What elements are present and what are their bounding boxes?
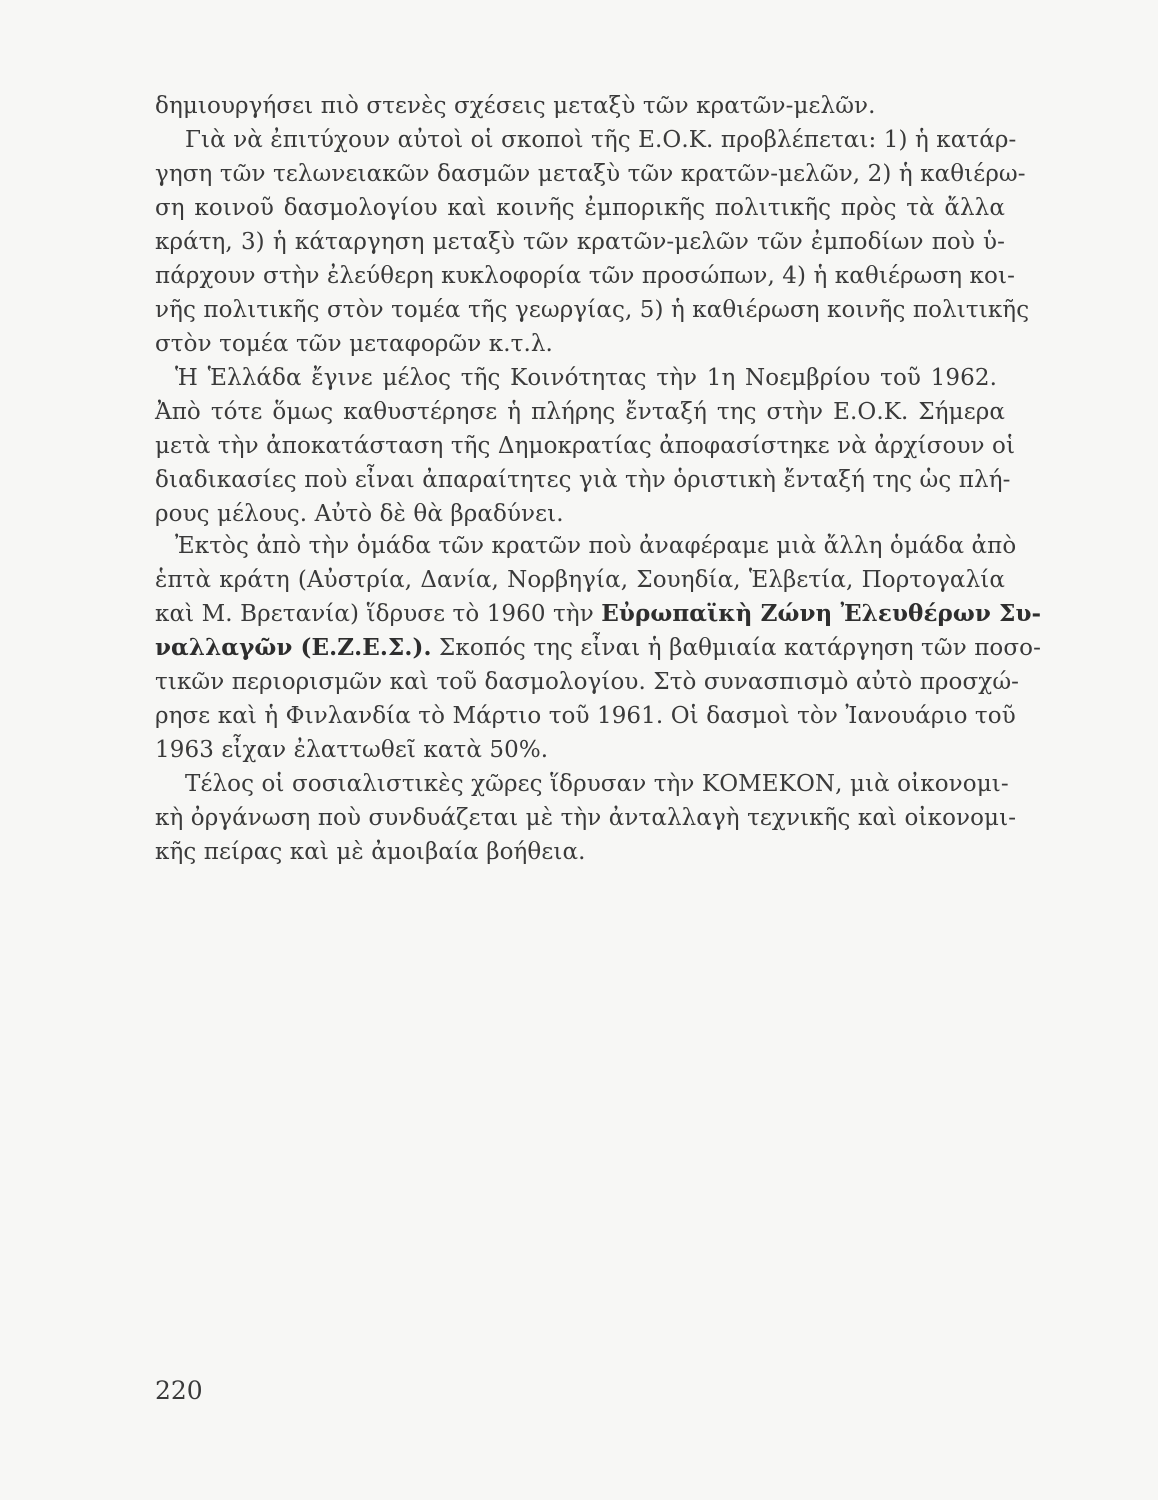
text-run: καὶ Μ. Βρετανία) ἵδρυσε τὸ 1960 τὴν: [155, 601, 602, 627]
text-line: γηση τῶν τελωνειακῶν δασμῶν μεταξὺ τῶν κρατῶν-μελῶν, 2) ἡ καθιέρω-: [155, 161, 1026, 187]
text-line: κὴ ὀργάνωση ποὺ συνδυάζεται μὲ τὴν ἀνταλλαγὴ τεχνικῆς καὶ οἰκονομι-: [155, 805, 1017, 831]
text-line: κῆς πείρας καὶ μὲ ἀμοιβαία βοήθεια.: [155, 839, 586, 865]
text-line: νῆς πολιτικῆς στὸν τομέα τῆς γεωργίας, 5) ἡ καθιέρωση κοινῆς πολιτικῆς: [155, 297, 1030, 323]
page-number: 220: [155, 1376, 203, 1405]
text-line: Ἐκτὸς ἀπὸ τὴν ὁμάδα τῶν κρατῶν ποὺ ἀναφέραμε μιὰ ἄλλη ὁμάδα ἀπὸ: [175, 533, 1017, 559]
bold-term: Εὐρωπαϊκὴ Ζώνη Ἐλευθέρων Συ-: [601, 600, 1042, 627]
text-line: ρους μέλους. Αὐτὸ δὲ θὰ βραδύνει.: [155, 501, 564, 527]
text-run: Σκοπός της εἶναι ἡ βαθμιαία κατάργηση τῶν ποσο-: [431, 635, 1041, 661]
text-line: δημιουργήσει πιὸ στενὲς σχέσεις μεταξὺ τῶν κρατῶν-μελῶν.: [155, 93, 876, 119]
text-line: ρησε καὶ ἡ Φινλανδία τὸ Μάρτιο τοῦ 1961. Οἱ δασμοὶ τὸν Ἰανουάριο τοῦ: [155, 703, 1016, 729]
text-line: Τέλος οἱ σοσιαλιστικὲς χῶρες ἵδρυσαν τὴν ΚΟΜΕΚΟΝ, μιὰ οἰκονομι-: [185, 771, 1009, 797]
text-line: διαδικασίες ποὺ εἶναι ἀπαραίτητες γιὰ τὴν ὁριστικὴ ἔνταξή της ὡς πλή-: [155, 467, 1011, 493]
text-line: 1963 εἶχαν ἐλαττωθεῖ κατὰ 50%.: [155, 737, 549, 763]
text-line: Ἡ Ἑλλάδα ἔγινε μέλος τῆς Κοινότητας τὴν 1η Νοεμβρίου τοῦ 1962.: [175, 365, 997, 391]
text-line: μετὰ τὴν ἀποκατάσταση τῆς Δημοκρατίας ἀποφασίστηκε νὰ ἀρχίσουν οἱ: [155, 433, 1016, 459]
text-line: Γιὰ νὰ ἐπιτύχουν αὐτοὶ οἱ σκοποὶ τῆς Ε.Ο.Κ. προβλέπεται: 1) ἡ κατάρ-: [185, 127, 1017, 153]
text-line: τικῶν περιορισμῶν καὶ τοῦ δασμολογίου. Στὸ συνασπισμὸ αὐτὸ προσχώ-: [155, 669, 1020, 695]
text-line: ἑπτὰ κράτη (Αὐστρία, Δανία, Νορβηγία, Σουηδία, Ἑλβετία, Πορτογαλία: [155, 567, 1005, 593]
text-line: στὸν τομέα τῶν μεταφορῶν κ.τ.λ.: [155, 331, 553, 357]
text-line: πάρχουν στὴν ἐλεύθερη κυκλοφορία τῶν προσώπων, 4) ἡ καθιέρωση κοι-: [155, 263, 1015, 289]
bold-term: ναλλαγῶν (Ε.Ζ.Ε.Σ.).: [155, 634, 432, 661]
text-line-mixed: [155, 598, 1042, 630]
text-line: ση κοινοῦ δασμολογίου καὶ κοινῆς ἐμπορικῆς πολιτικῆς πρὸς τὰ ἄλλα: [155, 195, 1005, 221]
text-line: κράτη, 3) ἡ κάταργηση μεταξὺ τῶν κρατῶν-μελῶν τῶν ἐμποδίων ποὺ ὑ-: [155, 229, 1005, 255]
text-line: Ἀπὸ τότε ὅμως καθυστέρησε ἡ πλήρης ἔνταξή της στὴν Ε.Ο.Κ. Σήμερα: [155, 399, 1005, 425]
text-line-mixed: [155, 632, 1041, 664]
